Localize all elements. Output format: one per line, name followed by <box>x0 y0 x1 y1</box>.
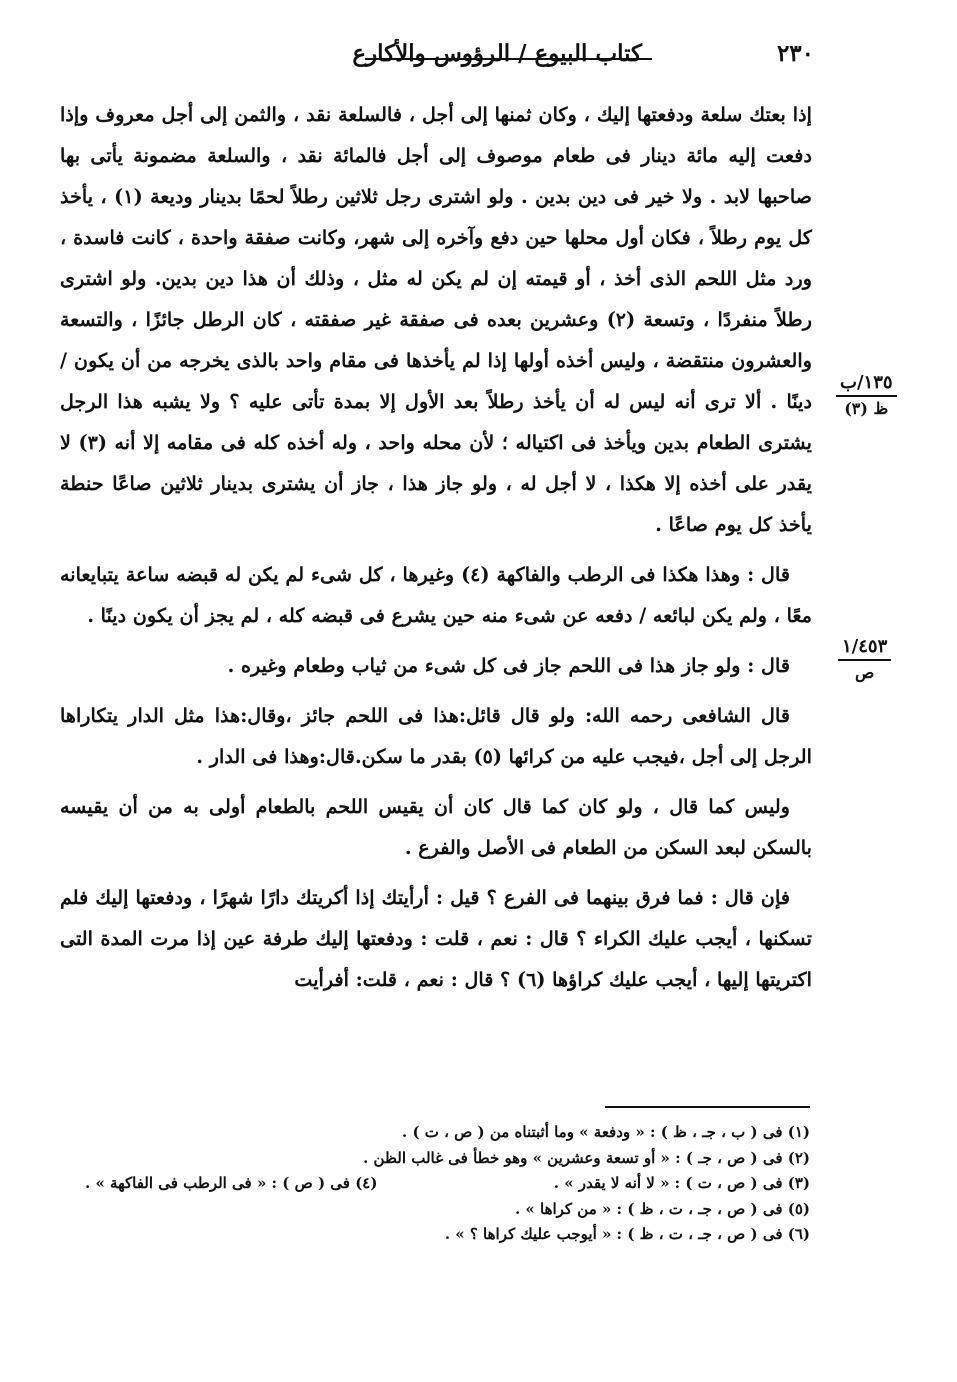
margin-note-top: ١٣٥/ب <box>836 372 897 397</box>
margin-note-top: ١/٤٥٣ <box>838 636 891 661</box>
footnote: (٦) فى ( ص ، جـ ، ت ، ظ ) : « أيوجب عليك كراها ؟ » . <box>444 1225 810 1243</box>
book-title: كتاب البيوع / الرؤوس والأكارع <box>352 40 642 67</box>
paragraph-text: وليس كما قال ، ولو كان كما قال كان أن يقيس اللحم بالطعام أولى به من أن يقيسه بالسكن لبعد السكن من الطعام فى الأصل والفرع . <box>60 795 812 859</box>
paragraph-lead: قال : <box>747 563 791 586</box>
footnote: (٢) فى ( ص ، جـ ) : « أو تسعة وعشرين » وهو خطأ فى غالب الظن . <box>363 1148 810 1167</box>
margin-note-manuscript-ref <box>838 636 891 682</box>
main-text <box>60 94 812 1000</box>
paragraph-3 <box>60 645 812 686</box>
paragraph-text: إذا بعتك سلعة ودفعتها إليك ، وكان ثمنها إلى أجل ، فالسلعة نقد ، والثمن إلى أجل معروف وإذا دفعت إليه مائة دينار فى طعام موصوف إلى أجل فالمائة نقد ، والسلعة مضمونة يأتى بها صاحبها لابد . ولا خير فى دين بدين . ولو اشترى رجل ثلاثين رطلاً لحمًا بدينار وديعة (١) ، يأخذ كل يوم رطلاً ، فكان أول محلها حين دفع وآخره إلى شهر، وكانت صفقة واحدة ، كانت فاسدة ، ورد مثل اللحم الذى أخذ ، أو قيمته إن لم يكن له مثل ، وذلك أن هذا دين بدين. ولو اشترى رطلاً منفردًا ، وتسعة (٢) وعشرين بعده فى صفقة غير صفقته ، كان الرطل جائزًا ، والتسعة والعشرون منتقضة ، وليس أخذه أولها إذا لم يأخذها فى مقام واحد بالذى يخرجه من أن يكون / دينًا . ألا ترى أنه ليس له أن يأخذ رطلاً بعد الأول إلا بمدة تأتى عليه ؟ ولا يشبه هذا الرجل يشترى الطعام بدين ويأخذ فى اكتياله ؛ لأن محله واحد ، وله أخذه كله فى مقامه إلا أنه (٣) لا يقدر على أخذه إلا هكذا ، لا أجل له ، ولو جاز هذا ، جاز أن يشترى بدينار ثلاثين صاعًا حنطة يأخذ كل يوم صاعًا . <box>60 103 812 536</box>
paragraph-text: وهذا هكذا فى الرطب والفاكهة (٤) وغيرها ، كل شىء لم يكن له قبضه ساعة يتبايعانه معًا ، ولم يكن لبائعه / دفعه عن شىء منه حين يشرع فى قبضه كله ، لم يجز أن يكون دينًا . <box>60 563 812 627</box>
footnotes <box>60 1120 810 1248</box>
footnote: (٣) فى ( ص ، ت ) : « لا أنه لا يقدر » . <box>553 1174 810 1192</box>
margin-note-manuscript-ref <box>836 372 897 418</box>
paragraph-text: ولو جاز هذا فى اللحم جاز فى كل شىء من ثياب وطعام وغيره . <box>227 654 741 677</box>
footnote-separator <box>605 1106 810 1108</box>
paragraph-text: فإن قال : فما فرق بينهما فى الفرع ؟ قيل : أرأيتك إذا أكريتك دارًا شهرًا ، ودفعتها إليك فلم تسكنها ، أيجب عليك الكراء ؟ قال : نعم ، قلت : ودفعتها إليك طرفة عين إذا مرت المدة التى اكتريتها إليها ، أيجب عليك كراؤها (٦) ؟ قال : نعم ، قلت: أفرأيت <box>60 886 812 991</box>
paragraph-text: ولو قال قائل:هذا فى اللحم جائز ،وقال:هذا مثل الدار يتكاراها الرجل إلى أجل ،فيجب عليه من كرائها (٥) بقدر ما سكن.قال:وهذا فى الدار . <box>60 704 812 768</box>
paragraph-2 <box>60 554 812 636</box>
margin-note-bottom: ظ (٣) <box>844 399 889 418</box>
margin-note-bottom: ص <box>854 663 875 682</box>
footnote: (٥) فى ( ص ، جـ ، ت ، ظ ) : « من كراها » . <box>514 1199 810 1218</box>
paragraph-6 <box>60 877 812 1000</box>
paragraph-4 <box>60 695 812 777</box>
paragraph-1 <box>60 94 812 545</box>
page-number: ٢٣٠ <box>776 40 814 67</box>
page-header <box>60 38 812 78</box>
paragraph-lead: قال : <box>747 654 790 677</box>
footnote: (٤) فى ( ص ) : « فى الرطب فى الفاكهة » . <box>85 1174 378 1192</box>
footnote-row <box>60 1171 810 1197</box>
paragraph-5 <box>60 786 812 868</box>
footnote: (١) فى ( ب ، جـ ، ظ ) : « ودفعة » وما أثبتناه من ( ص ، ت ) . <box>402 1123 810 1141</box>
paragraph-lead: قال الشافعى رحمه الله: <box>584 704 790 727</box>
